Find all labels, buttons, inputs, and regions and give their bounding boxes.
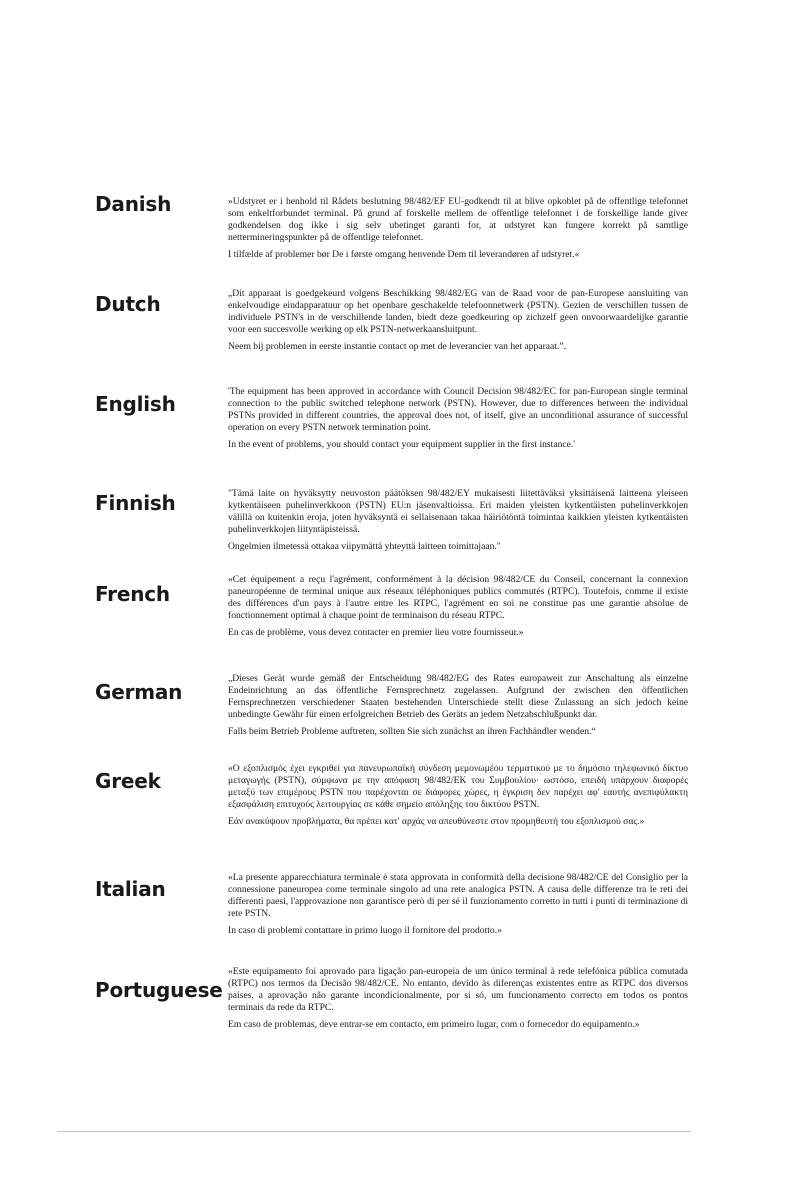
language-heading-french: French: [95, 582, 170, 606]
language-heading-finnish: Finnish: [95, 491, 176, 515]
paragraph: Εάν ανακύψουν προβλήματα, θα πρέπει κατ' αρχάς να απευθύνεστε στον προμηθευτή του εξοπλισμού σας.»: [228, 816, 645, 827]
paragraph: 'The equipment has been approved in accordance with Council Decision 98/482/EC for pan-European single terminal connection to the public switched telephone network (PSTN). However, due to differences between the individual PSTNs provided in different countries, the approval does not, of itself, give an unconditional assurance of successful operation on every PSTN network termination point.: [228, 386, 688, 433]
paragraph: En cas de problème, vous devez contacter en premier lieu votre fournisseur.»: [228, 627, 524, 638]
language-heading-greek: Greek: [95, 769, 161, 793]
paragraph: Em caso de problemas, deve entrar-se em contacto, em primeiro lugar, com o fornecedor do equipamento.»: [228, 1019, 640, 1030]
language-heading-english: English: [95, 392, 176, 416]
section-text-finnish: [228, 488, 688, 558]
paragraph: Neem bij problemen in eerste instantie contact op met de leverancier van het apparaat.”.: [228, 341, 567, 352]
section-text-dutch: [228, 288, 688, 358]
paragraph: I tilfælde af problemer bør De i første omgang henvende Dem til leverandøren af udstyret.«: [228, 249, 580, 260]
section-text-portuguese: [228, 966, 688, 1036]
section-text-greek: [228, 763, 688, 833]
section-text-german: [228, 673, 688, 743]
paragraph: Ongelmien ilmetessä ottakaa viipymättä yhteyttä laitteen toimittajaan.": [228, 541, 501, 552]
paragraph: «Ο εξοπλισμός έχει εγκριθεί για πανευρωπαϊκή σύνδεση μεμονωμέου τερματικού με το δημόσιο τηλεφωνικό δίκτυο μεταγωγής (PSTN), σύμφωνα με την απόφαση 98/482/ΕΚ του Συμβουλίου· ωστόσο, επειδή υπάρχουν διαφορές μεταξύ των επιμέρους PSTN που παρέχονται σε διάφορες χώρες, η έγκριση δεν παρέχει αφ' εαυτής ανεπιφύλακτη εξασφάλιση επιτυχούς λειτουργίας σε κάθε σημείο απόληξης του δικτύου PSTN.: [228, 763, 688, 810]
language-heading-danish: Danish: [95, 192, 172, 216]
language-heading-portuguese: Portuguese: [95, 978, 223, 1002]
section-text-danish: [228, 196, 688, 266]
language-heading-german: German: [95, 680, 183, 704]
language-heading-dutch: Dutch: [95, 292, 161, 316]
paragraph: „Dieses Gerät wurde gemäß der Entscheidung 98/482/EG des Rates europaweit zur Anschaltung als einzelne Endeinrichtung an das öffentliche Fernsprechnetz zugelassen. Aufgrund der zwischen den öffentlichen Fernsprechnetzen verschiedener Staaten bestehenden Unterschiede stellt diese Zulassung an sich jedoch keine unbedingte Gewähr für einen erfolgreichen Betrieb des Geräts an jedem Netzabschlußpunkt dar.: [228, 673, 688, 720]
paragraph: «La presente apparecchiatura terminale è stata approvata in conformità della decisione 98/482/CE del Consiglio per la connessione paneuropea come terminale singolo ad una rete analogica PSTN. A causa delle differenze tra le reti dei differenti paesi, l'approvazione non garantisce però di per sé il funzionamento corretto in tutti i punti di terminazione di rete PSTN.: [228, 872, 688, 919]
paragraph: „Dit apparaat is goedgekeurd volgens Beschikking 98/482/EG van de Raad voor de pan-Europese aansluiting van enkelvoudige eindapparatuur op het openbare geschakelde telefoonnetwerk (PSTN). Gezien de verschillen tussen de individuele PSTN's in de verschillende landen, biedt deze goedkeuring op zichzelf geen onvoorwaardelijke garantie voor een succesvolle werking op elk PSTN-netwerkaansluitpunt.: [228, 288, 688, 335]
language-heading-italian: Italian: [95, 877, 166, 901]
paragraph: In the event of problems, you should contact your equipment supplier in the first instance.': [228, 439, 576, 450]
footer-divider: [57, 1131, 691, 1132]
paragraph: In caso di problemi contattare in primo luogo il fornitore del prodotto.»: [228, 925, 502, 936]
paragraph: Falls beim Betrieb Probleme auftreten, sollten Sie sich zunächst an ihren Fachhändler wenden.“: [228, 726, 596, 737]
paragraph: "Tämä laite on hyväksytty neuvoston päätöksen 98/482/EY mukaisesti liitettäväksi yksittäisenä laitteena yleiseen kytkentäiseen puhelinverkkoon (PSTN) EU:n jäsenvaltioissa. Eri maiden yleisten kytkentäisten puhelinverkkojen välillä on kuitenkin eroja, joten hyväksyntä ei sellaisenaan takaa häiriötöntä toimintaa kaikkien yleisten kytkentäisten puhelinverkkojen liityntäpisteissä.: [228, 488, 688, 535]
paragraph: »Udstyret er i henhold til Rådets beslutning 98/482/EF EU-godkendt til at blive opkoblet på de offentlige telefonnet som enkeltforbundet terminal. På grund af forskelle mellem de offentlige telefonnet i de forskellige lande giver godkendelsen dog ikke i sig selv ubetinget garanti for, at udstyret kan fungere korrekt på samtlige nettermineringspunkter på de offentlige telefonnet.: [228, 196, 688, 243]
paragraph: «Este equipamento foi aprovado para ligação pan-europeia de um único terminal à rede telefónica pública comutada (RTPC) nos termos da Decisão 98/482/CE. No entanto, devido às diferenças existentes entre as RTPC dos diversos países, a aprovação não garante incondicionalmente, por si só, um funcionamento correcto em todos os pontos terminais da rede da RTPC.: [228, 966, 688, 1013]
section-text-french: [228, 574, 688, 644]
section-text-italian: [228, 872, 688, 942]
section-text-english: [228, 386, 688, 456]
paragraph: «Cet équipement a reçu l'agrément, conformément à la décision 98/482/CE du Conseil, concernant la connexion paneuropéenne de terminal unique aux réseaux téléphoniques publics commutés (RTPC). Toutefois, comme il existe des différences d'un pays à l'autre entre les RTPC, l'agrément en soi ne constitue pas une garantie absolue de fonctionnement optimal à chaque point de terminaison du réseau RTPC.: [228, 574, 688, 621]
